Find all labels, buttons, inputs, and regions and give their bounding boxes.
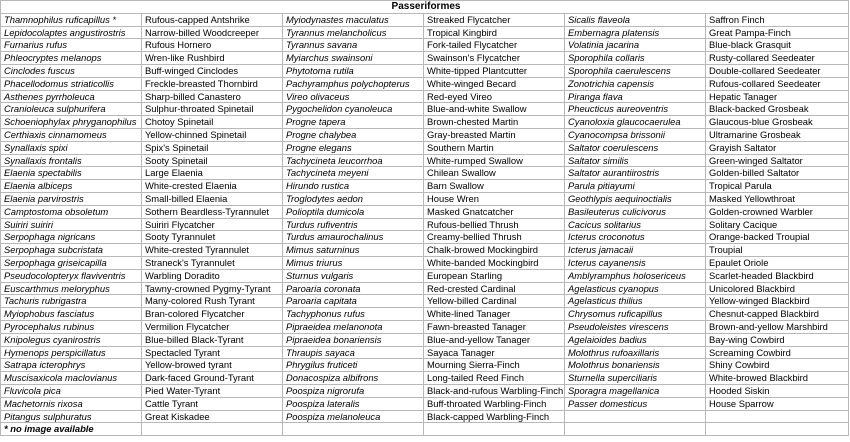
scientific-name-cell: Suiriri suiriri: [1, 218, 142, 231]
scientific-name-cell: Paroaria capitata: [283, 295, 424, 308]
common-name-cell: Chesnut-capped Blackbird: [706, 308, 849, 321]
scientific-name-cell: Pyrocephalus rubinus: [1, 320, 142, 333]
common-name-cell: Vermilion Flycatcher: [142, 320, 283, 333]
scientific-name-cell: Hirundo rustica: [283, 180, 424, 193]
common-name-cell: [706, 410, 849, 423]
scientific-name-cell: Schoeniophylax phryganophilus: [1, 116, 142, 129]
scientific-name-cell: Phacellodomus striaticollis: [1, 77, 142, 90]
scientific-name-cell: Tachuris rubrigastra: [1, 295, 142, 308]
scientific-name-cell: Phytotoma rutila: [283, 64, 424, 77]
scientific-name-cell: Molothrus rufoaxillaris: [565, 346, 706, 359]
common-name-cell: Masked Yellowthroat: [706, 192, 849, 205]
table-row: [1, 116, 849, 129]
scientific-name-cell: Serpophaga subcristata: [1, 244, 142, 257]
empty-cell: [565, 423, 706, 436]
common-name-cell: Long-tailed Reed Finch: [424, 372, 565, 385]
common-name-cell: Sooty Tyrannulet: [142, 231, 283, 244]
common-name-cell: Suiriri Flycatcher: [142, 218, 283, 231]
table-row: [1, 333, 849, 346]
scientific-name-cell: Elaenia spectabilis: [1, 167, 142, 180]
scientific-name-cell: Agelasticus thilius: [565, 295, 706, 308]
common-name-cell: Swainson's Flycatcher: [424, 52, 565, 65]
scientific-name-cell: Machetornis rixosa: [1, 397, 142, 410]
scientific-name-cell: Phrygilus fruticeti: [283, 359, 424, 372]
scientific-name-cell: Pheucticus aureoventris: [565, 103, 706, 116]
table-row: [1, 410, 849, 423]
common-name-cell: White-browed Blackbird: [706, 372, 849, 385]
common-name-cell: Black-backed Grosbeak: [706, 103, 849, 116]
scientific-name-cell: Myiarchus swainsoni: [283, 52, 424, 65]
scientific-name-cell: Pseudoleistes virescens: [565, 320, 706, 333]
common-name-cell: Warbling Doradito: [142, 269, 283, 282]
scientific-name-cell: Hymenops perspicillatus: [1, 346, 142, 359]
common-name-cell: Gray-breasted Martin: [424, 128, 565, 141]
common-name-cell: White-crested Tyrannulet: [142, 244, 283, 257]
common-name-cell: Golden-crowned Warbler: [706, 205, 849, 218]
table-row: [1, 397, 849, 410]
scientific-name-cell: Myiophobus fasciatus: [1, 308, 142, 321]
scientific-name-cell: Mimus saturninus: [283, 244, 424, 257]
common-name-cell: Tropical Parula: [706, 180, 849, 193]
table-row: [1, 128, 849, 141]
common-name-cell: Brown-chested Martin: [424, 116, 565, 129]
common-name-cell: Pied Water-Tyrant: [142, 384, 283, 397]
common-name-cell: White-tipped Plantcutter: [424, 64, 565, 77]
scientific-name-cell: Zonotrichia capensis: [565, 77, 706, 90]
scientific-name-cell: Pitangus sulphuratus: [1, 410, 142, 423]
table-row: [1, 359, 849, 372]
empty-cell: [706, 423, 849, 436]
table-row: [1, 205, 849, 218]
empty-cell: [142, 423, 283, 436]
common-name-cell: Dark-faced Ground-Tyrant: [142, 372, 283, 385]
common-name-cell: Black-capped Warbling-Finch: [424, 410, 565, 423]
common-name-cell: Bay-wing Cowbird: [706, 333, 849, 346]
common-name-cell: Rufous-collared Seedeater: [706, 77, 849, 90]
common-name-cell: White-winged Becard: [424, 77, 565, 90]
common-name-cell: Chalk-browed Mockingbird: [424, 244, 565, 257]
scientific-name-cell: Sporophila collaris: [565, 52, 706, 65]
scientific-name-cell: Progne tapera: [283, 116, 424, 129]
scientific-name-cell: Vireo olivaceus: [283, 90, 424, 103]
scientific-name-cell: Sturnus vulgaris: [283, 269, 424, 282]
common-name-cell: Great Kiskadee: [142, 410, 283, 423]
scientific-name-cell: Turdus amaurochalinus: [283, 231, 424, 244]
scientific-name-cell: Passer domesticus: [565, 397, 706, 410]
table-row: [1, 103, 849, 116]
common-name-cell: European Starling: [424, 269, 565, 282]
common-name-cell: Epaulet Oriole: [706, 256, 849, 269]
common-name-cell: Rufous-bellied Thrush: [424, 218, 565, 231]
scientific-name-cell: Synallaxis frontalis: [1, 154, 142, 167]
scientific-name-cell: Synallaxis spixi: [1, 141, 142, 154]
empty-cell: [283, 423, 424, 436]
common-name-cell: Many-colored Rush Tyrant: [142, 295, 283, 308]
common-name-cell: Sooty Spinetail: [142, 154, 283, 167]
scientific-name-cell: Basileuterus culicivorus: [565, 205, 706, 218]
scientific-name-cell: Poospiza nigrorufa: [283, 384, 424, 397]
common-name-cell: Blue-black Grasquit: [706, 39, 849, 52]
table-row: [1, 26, 849, 39]
scientific-name-cell: Donacospiza albifrons: [283, 372, 424, 385]
scientific-name-cell: Cyanocompsa brissonii: [565, 128, 706, 141]
common-name-cell: Yellow-browed tyrant: [142, 359, 283, 372]
common-name-cell: Southern Martin: [424, 141, 565, 154]
common-name-cell: White-banded Mockingbird: [424, 256, 565, 269]
table-row: [1, 77, 849, 90]
common-name-cell: Fawn-breasted Tanager: [424, 320, 565, 333]
scientific-name-cell: Piranga flava: [565, 90, 706, 103]
scientific-name-cell: Camptostoma obsoletum: [1, 205, 142, 218]
scientific-name-cell: Tyrannus melancholicus: [283, 26, 424, 39]
scientific-name-cell: Muscisaxicola maclovianus: [1, 372, 142, 385]
table-row: [1, 308, 849, 321]
scientific-name-cell: Tachycineta meyeni: [283, 167, 424, 180]
common-name-cell: Black-and-rufous Warbling-Finch: [424, 384, 565, 397]
common-name-cell: Unicolored Blackbird: [706, 282, 849, 295]
common-name-cell: Screaming Cowbird: [706, 346, 849, 359]
common-name-cell: Rusty-collared Seedeater: [706, 52, 849, 65]
common-name-cell: White-rumped Swallow: [424, 154, 565, 167]
scientific-name-cell: Polioptila dumicola: [283, 205, 424, 218]
common-name-cell: Mourning Sierra-Finch: [424, 359, 565, 372]
scientific-name-cell: Serpophaga nigricans: [1, 231, 142, 244]
common-name-cell: Small-billed Elaenia: [142, 192, 283, 205]
common-name-cell: Buff-winged Cinclodes: [142, 64, 283, 77]
scientific-name-cell: Cinclodes fuscus: [1, 64, 142, 77]
table-title: Passeriformes: [1, 1, 849, 14]
table-row: [1, 154, 849, 167]
scientific-name-cell: Troglodytes aedon: [283, 192, 424, 205]
scientific-name-cell: Elaenia parvirostris: [1, 192, 142, 205]
common-name-cell: Sharp-billed Canastero: [142, 90, 283, 103]
scientific-name-cell: Sturnella superciliaris: [565, 372, 706, 385]
table-row: [1, 244, 849, 257]
common-name-cell: Rufous-capped Antshrike: [142, 13, 283, 26]
scientific-name-cell: Serpophaga griseicapilla: [1, 256, 142, 269]
common-name-cell: Double-collared Seedeater: [706, 64, 849, 77]
scientific-name-cell: Phleocryptes melanops: [1, 52, 142, 65]
common-name-cell: Streaked Flycatcher: [424, 13, 565, 26]
scientific-name-cell: Volatinia jacarina: [565, 39, 706, 52]
common-name-cell: Masked Gnatcatcher: [424, 205, 565, 218]
scientific-name-cell: Sporophila caerulescens: [565, 64, 706, 77]
common-name-cell: Straneck's Tyrannulet: [142, 256, 283, 269]
table-row: [1, 282, 849, 295]
scientific-name-cell: Poospiza lateralis: [283, 397, 424, 410]
scientific-name-cell: Pipraeidea bonariensis: [283, 333, 424, 346]
footnote: * no image available: [1, 423, 142, 436]
common-name-cell: Blue-billed Black-Tyrant: [142, 333, 283, 346]
common-name-cell: Tropical Kingbird: [424, 26, 565, 39]
common-name-cell: Hooded Siskin: [706, 384, 849, 397]
common-name-cell: Sothern Beardless-Tyrannulet: [142, 205, 283, 218]
common-name-cell: House Sparrow: [706, 397, 849, 410]
table-row: [1, 64, 849, 77]
table-row: [1, 320, 849, 333]
common-name-cell: Cattle Tyrant: [142, 397, 283, 410]
scientific-name-cell: Saltator coerulescens: [565, 141, 706, 154]
scientific-name-cell: Furnarius rufus: [1, 39, 142, 52]
table-row: [1, 218, 849, 231]
common-name-cell: Spix's Spinetail: [142, 141, 283, 154]
scientific-name-cell: Turdus rufiventris: [283, 218, 424, 231]
common-name-cell: Yellow-chinned Spinetail: [142, 128, 283, 141]
scientific-name-cell: Thamnophilus ruficapillus *: [1, 13, 142, 26]
scientific-name-cell: Thraupis sayaca: [283, 346, 424, 359]
common-name-cell: Shiny Cowbird: [706, 359, 849, 372]
scientific-name-cell: Icterus cayanensis: [565, 256, 706, 269]
table-row: [1, 231, 849, 244]
common-name-cell: Sulphur-throated Spinetail: [142, 103, 283, 116]
common-name-cell: Solitary Cacique: [706, 218, 849, 231]
common-name-cell: Green-winged Saltator: [706, 154, 849, 167]
scientific-name-cell: Tyrannus savana: [283, 39, 424, 52]
common-name-cell: Orange-backed Troupial: [706, 231, 849, 244]
common-name-cell: Ultramarine Grosbeak: [706, 128, 849, 141]
common-name-cell: House Wren: [424, 192, 565, 205]
common-name-cell: Large Elaenia: [142, 167, 283, 180]
common-name-cell: White-crested Elaenia: [142, 180, 283, 193]
table-row: [1, 192, 849, 205]
common-name-cell: Sayaca Tanager: [424, 346, 565, 359]
common-name-cell: Golden-billed Saltator: [706, 167, 849, 180]
common-name-cell: Spectacled Tyrant: [142, 346, 283, 359]
common-name-cell: Glaucous-blue Grosbeak: [706, 116, 849, 129]
table-row: [1, 269, 849, 282]
scientific-name-cell: Satrapa icterophrys: [1, 359, 142, 372]
scientific-name-cell: Cranioleuca sulphurifera: [1, 103, 142, 116]
common-name-cell: Red-crested Cardinal: [424, 282, 565, 295]
scientific-name-cell: Elaenia albiceps: [1, 180, 142, 193]
scientific-name-cell: [565, 410, 706, 423]
empty-cell: [424, 423, 565, 436]
common-name-cell: Red-eyed Vireo: [424, 90, 565, 103]
species-table-body: [1, 1, 849, 436]
table-row: [1, 90, 849, 103]
title-row: [1, 1, 849, 14]
scientific-name-cell: Pachyramphus polychopterus: [283, 77, 424, 90]
common-name-cell: Hepatic Tanager: [706, 90, 849, 103]
scientific-name-cell: Amblyramphus holosericeus: [565, 269, 706, 282]
table-row: [1, 384, 849, 397]
scientific-name-cell: Pipraeidea melanonota: [283, 320, 424, 333]
common-name-cell: Tawny-crowned Pygmy-Tyrant: [142, 282, 283, 295]
common-name-cell: Fork-tailed Flycatcher: [424, 39, 565, 52]
table-row: [1, 141, 849, 154]
scientific-name-cell: Sicalis flaveola: [565, 13, 706, 26]
scientific-name-cell: Agelasticus cyanopus: [565, 282, 706, 295]
common-name-cell: Narrow-billed Woodcreeper: [142, 26, 283, 39]
table-row: [1, 39, 849, 52]
scientific-name-cell: Agelaioides badius: [565, 333, 706, 346]
common-name-cell: Scarlet-headed Blackbird: [706, 269, 849, 282]
common-name-cell: Freckle-breasted Thornbird: [142, 77, 283, 90]
common-name-cell: Saffron Finch: [706, 13, 849, 26]
scientific-name-cell: Embernagra platensis: [565, 26, 706, 39]
common-name-cell: Blue-and-yellow Tanager: [424, 333, 565, 346]
scientific-name-cell: Parula pitiayumi: [565, 180, 706, 193]
scientific-name-cell: Cacicus solitarius: [565, 218, 706, 231]
table-row: [1, 180, 849, 193]
common-name-cell: Great Pampa-Finch: [706, 26, 849, 39]
table-row: [1, 13, 849, 26]
scientific-name-cell: Cyanoloxia glaucocaerulea: [565, 116, 706, 129]
scientific-name-cell: Molothrus bonariensis: [565, 359, 706, 372]
scientific-name-cell: Myiodynastes maculatus: [283, 13, 424, 26]
scientific-name-cell: Knipolegus cyanirostris: [1, 333, 142, 346]
scientific-name-cell: Pseudocolopteryx flaviventris: [1, 269, 142, 282]
table-row: [1, 52, 849, 65]
scientific-name-cell: Asthenes pyrrholeuca: [1, 90, 142, 103]
scientific-name-cell: Progne chalybea: [283, 128, 424, 141]
scientific-name-cell: Certhiaxis cinnamomeus: [1, 128, 142, 141]
scientific-name-cell: Paroaria coronata: [283, 282, 424, 295]
common-name-cell: Chilean Swallow: [424, 167, 565, 180]
common-name-cell: Blue-and-white Swallow: [424, 103, 565, 116]
scientific-name-cell: Tachycineta leucorrhoa: [283, 154, 424, 167]
scientific-name-cell: Saltator similis: [565, 154, 706, 167]
scientific-name-cell: Poospiza melanoleuca: [283, 410, 424, 423]
scientific-name-cell: Fluvicola pica: [1, 384, 142, 397]
table-row: [1, 346, 849, 359]
scientific-name-cell: Lepidocolaptes angustirostris: [1, 26, 142, 39]
common-name-cell: Troupial: [706, 244, 849, 257]
scientific-name-cell: Saltator aurantiirostris: [565, 167, 706, 180]
common-name-cell: Grayish Saltator: [706, 141, 849, 154]
scientific-name-cell: Icterus croconotus: [565, 231, 706, 244]
common-name-cell: Wren-like Rushbird: [142, 52, 283, 65]
common-name-cell: Buff-throated Warbling-Finch: [424, 397, 565, 410]
scientific-name-cell: Tachyphonus rufus: [283, 308, 424, 321]
common-name-cell: Barn Swallow: [424, 180, 565, 193]
common-name-cell: Yellow-winged Blackbird: [706, 295, 849, 308]
common-name-cell: Rufous Hornero: [142, 39, 283, 52]
scientific-name-cell: Sporagra magellanica: [565, 384, 706, 397]
table-row: [1, 372, 849, 385]
common-name-cell: Creamy-bellied Thrush: [424, 231, 565, 244]
table-row: [1, 167, 849, 180]
common-name-cell: Bran-colored Flycatcher: [142, 308, 283, 321]
common-name-cell: Brown-and-yellow Marshbird: [706, 320, 849, 333]
scientific-name-cell: Geothlypis aequinoctialis: [565, 192, 706, 205]
common-name-cell: White-lined Tanager: [424, 308, 565, 321]
common-name-cell: Yellow-billed Cardinal: [424, 295, 565, 308]
scientific-name-cell: Progne elegans: [283, 141, 424, 154]
scientific-name-cell: Icterus jamacaii: [565, 244, 706, 257]
scientific-name-cell: Euscarthmus meloryphus: [1, 282, 142, 295]
table-row: [1, 256, 849, 269]
common-name-cell: Chotoy Spinetail: [142, 116, 283, 129]
scientific-name-cell: Pygochelidon cyanoleuca: [283, 103, 424, 116]
scientific-name-cell: Mimus triurus: [283, 256, 424, 269]
scientific-name-cell: Chrysomus ruficapillus: [565, 308, 706, 321]
footnote-row: [1, 423, 849, 436]
table-row: [1, 295, 849, 308]
